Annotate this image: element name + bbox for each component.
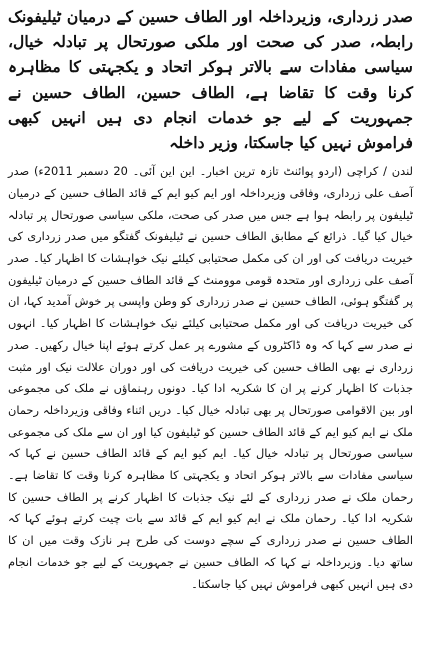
article-body: لندن / کراچی (اردو پوائنٹ تازہ ترین اخبار۔ این این آئی۔ 20 دسمبر 2011ء) صدر آصف علی زرداری، وفاقی وزیرداخلہ اور ایم کیو ایم کے قائد الطاف حسین کے درمیان ٹیلیفون پر رابطہ ہوا ہے جس میں صدر کی صحت، ملکی سیاسی صورتحال پر تبادلہ خیال کیا گیا۔ ذرائع کے مطابق الطاف حسین نے ٹیلیفونک گفتگو میں صدر زرداری کی خیریت دریافت کی اور ان کی مکمل صحتیابی کیلئے نیک خواہشات کا اظہار کیا۔ صدر آصف علی زرداری اور متحدہ قومی موومنٹ کے قائد الطاف حسین کے درمیان ٹیلیفون پر گفتگو ہوئی، الطاف حسین نے صدر زرداری کو وطن واپسی پر خوش آمدید کہا، ان کی خیریت دریافت کی اور مکمل صحتیابی کیلئے نیک خواہشات کا اظہار کیا۔ انہوں نے صدر سے کہا کہ وہ ڈاکٹروں کے مشورے پر عمل کرتے ہوئے اپنا خیال رکھیں۔ صدر زرداری نے بھی الطاف حسین کی خیریت دریافت کی اور دوران علالت نیک اور مثبت جذبات کا اظہار کرنے پر ان کا شکریہ ادا کیا۔ دونوں رہنماؤں نے ملک کی مجموعی اور بین الاقوامی صورتحال پر بھی تبادلہ خیال کیا۔ دریں اثناء وفاقی وزیرداخلہ رحمان ملک نے ایم کیو ایم کے قائد الطاف حسین کو ٹیلیفون کیا اور ان سے ملک کی مجموعی سیاسی صورتحال پر تبادلہ خیال کیا۔ ایم کیو ایم کے قائد الطاف حسین نے کہا کہ سیاسی مفادات سے بالاتر ہوکر اتحاد و یکجہتی کا مظاہرہ کرنا وقت کا تقاضا ہے۔ رحمان ملک نے صدر زرداری کے لئے نیک جذبات کا اظہار کرنے پر الطاف حسین کا شکریہ ادا کیا۔ رحمان ملک نے ایم کیو ایم کے قائد سے بات چیت کرتے ہوئے کہا کہ الطاف حسین نے صدر زرداری کے سچے دوست کی طرح ہر نازک وقت میں ان کا ساتھ دیا۔ وزیرداخلہ نے کہا کہ الطاف حسین نے جمہوریت کے لیے جو خدمات انجام دی ہیں انہیں کبھی فراموش نہیں کیا جاسکتا۔ bbox=[8, 164, 414, 591]
article-headline: صدر زرداری، وزیرداخلہ اور الطاف حسین کے درمیان ٹیلیفونک رابطہ، صدر کی صحت اور ملکی صورتحال پر تبادلہ خیال، سیاسی مفادات سے بالاتر ہوکر اتحاد و یکجہتی کا مظاہرہ کرنا وقت کا تقاضا ہے، الطاف حسین، الطاف حسین نے جمہوریت کے لیے جو خدمات انجام دی ہیں انہیں کبھی فراموش نہیں کیا جاسکتا، وزیر داخلہ bbox=[8, 7, 413, 153]
news-article bbox=[8, 4, 413, 659]
